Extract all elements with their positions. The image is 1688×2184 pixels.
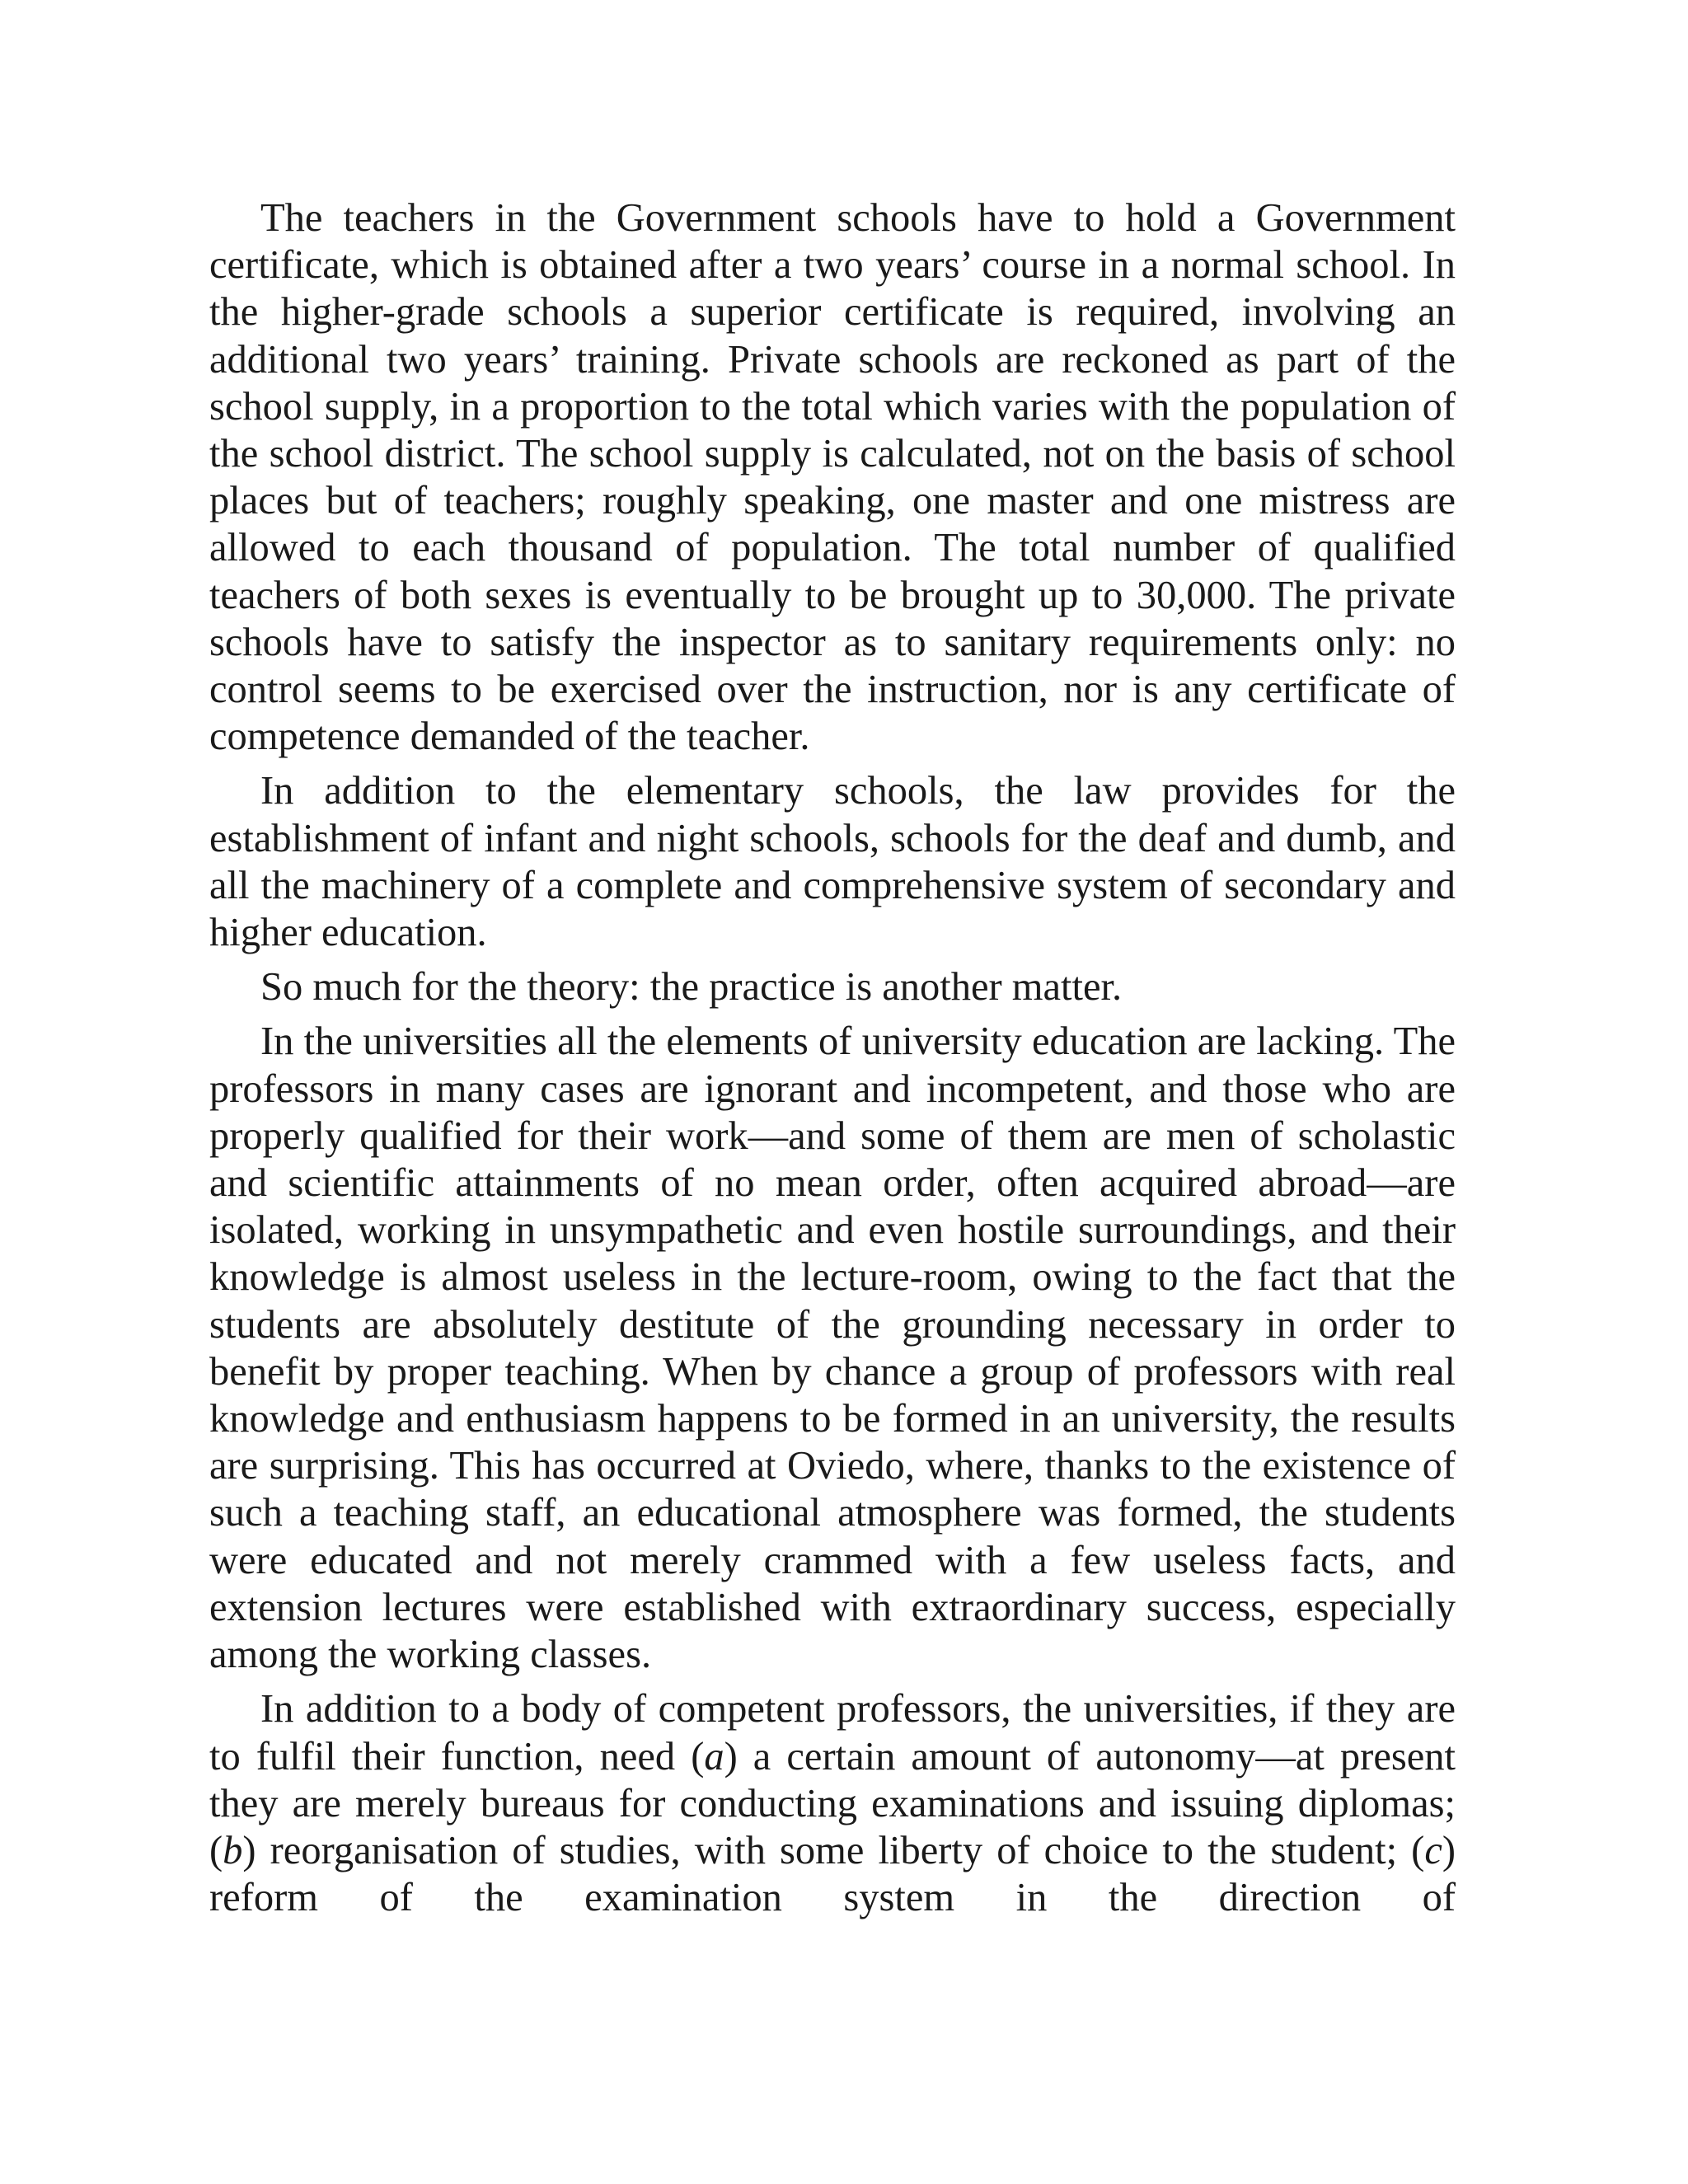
list-marker-b: b: [223, 1828, 243, 1872]
paragraph-text: ) reorganisation of studies, with some liberty of choice to the student; (: [242, 1828, 1425, 1872]
paragraph-text: The teachers in the Government schools have to hold a Government certificate, which is obtained after a two years’ course in a normal school. In the higher-grade schools a superior certificate is required, involving an additional two years’ training. Private schools are reckoned as part of the school supply, in a proportion to the total which varies with the population of the school district. The school supply is calculated, not on the basis of school places but of teachers; roughly speaking, one master and one mistress are allowed to each thousand of population. The total number of qualified teachers of both sexes is eventually to be brought up to 30,000. The private schools have to satisfy the inspector as to sanitary requirements only: no control seems to be exercised over the instruction, nor is any certificate of competence demanded of the teacher.: [209, 196, 1456, 759]
paragraph-university-reforms: [209, 1685, 1456, 1921]
page-text: [209, 194, 1456, 1929]
paragraph-text: ) reform of the examination system in the direction of: [209, 1828, 1456, 1920]
list-marker-a: a: [704, 1734, 724, 1779]
paragraph-other-schools: [209, 767, 1456, 956]
paragraph-theory-practice: [209, 963, 1456, 1010]
paragraph-teachers-certificates: [209, 194, 1456, 760]
list-marker-c: c: [1424, 1828, 1442, 1872]
paragraph-text: In the universities all the elements of university education are lacking. The professors in many cases are ignorant and incompetent, and those who are properly qualified for their work—and some of them are men of scholastic and scientific attainments of no mean order, often acquired abroad—are isolated, working in unsympathetic and even hostile surroundings, and their knowledge is almost useless in the lecture-room, owing to the fact that the students are absolutely destitute of the grounding necessary in order to benefit by proper teaching. When by chance a group of professors with real knowledge and enthusiasm happens to be formed in an university, the results are surprising. This has occurred at Oviedo, where, thanks to the existence of such a teaching staff, an educational atmosphere was formed, the students were educated and not merely crammed with a few useless facts, and extension lectures were established with extraordinary success, especially among the working classes.: [209, 1019, 1456, 1677]
paragraph-text: In addition to a body of competent professors, the universities, if they are to fulfil their function, need (: [209, 1687, 1456, 1779]
paragraph-text: ) a certain amount of autonomy—at present they are merely bureaus for conducting examinations and issuing diplomas; (: [209, 1734, 1456, 1872]
paragraph-universities: [209, 1018, 1456, 1678]
paragraph-text: In addition to the elementary schools, the law provides for the establishment of infant and night schools, schools for the deaf and dumb, and all the machinery of a complete and comprehensive system of secondary and higher education.: [209, 769, 1456, 955]
paragraph-text: So much for the theory: the practice is another matter.: [260, 965, 1123, 1010]
